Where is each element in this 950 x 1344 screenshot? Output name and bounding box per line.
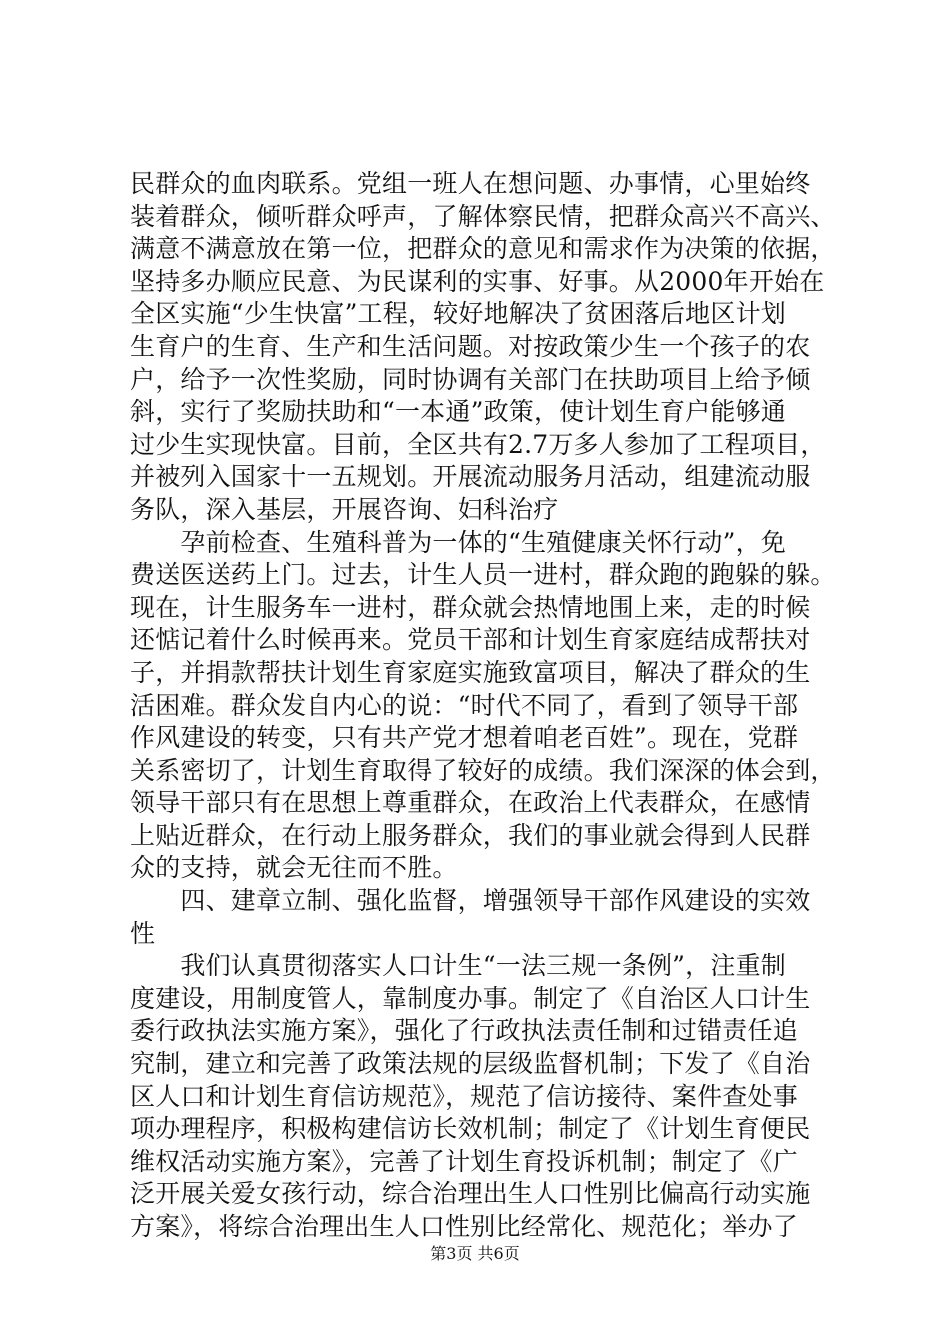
body-line: 项办理程序，积极构建信访长效机制；制定了《计划生育便民 xyxy=(130,1114,811,1144)
body-line: 领导干部只有在思想上尊重群众，在政治上代表群众，在感情 xyxy=(130,788,811,818)
body-line: 究制，建立和完善了政策法规的层级监督机制；下发了《自治 xyxy=(130,1049,811,1079)
body-line: 务队，深入基层，开展咨询、妇科治疗 xyxy=(130,494,559,524)
body-line: 生育户的生育、生产和生活问题。对按政策少生一个孩子的农 xyxy=(130,331,811,361)
body-line: 户，给予一次性奖励，同时协调有关部门在扶助项目上给予倾 xyxy=(130,364,811,394)
body-line: 斜，实行了奖励扶助和“一本通”政策，使计划生育户能够通 xyxy=(130,397,786,427)
body-line: 费送医送药上门。过去，计生人员一进村，群众跑的跑躲的躲。 xyxy=(130,560,836,590)
body-line: 现在，计生服务车一进村，群众就会热情地围上来，走的时候 xyxy=(130,592,811,622)
paragraph-start-line: 孕前检查、生殖科普为一体的“生殖健康关怀行动”，免 xyxy=(130,527,786,557)
body-line: 满意不满意放在第一位，把群众的意见和需求作为决策的依据， xyxy=(130,234,836,264)
body-line: 民群众的血肉联系。党组一班人在想问题、办事情，心里始终 xyxy=(130,169,811,198)
paragraph-start-line: 我们认真贯彻落实人口计生“一法三规一条例”，注重制 xyxy=(130,951,786,981)
body-line: 度建设，用制度管人，靠制度办事。制定了《自治区人口计生 xyxy=(130,983,811,1013)
body-line: 活困难。群众发自内心的说：“时代不同了，看到了领导干部 xyxy=(130,690,799,720)
document-body xyxy=(130,168,836,1244)
body-line: 并被列入国家十一五规划。开展流动服务月活动，组建流动服 xyxy=(130,462,811,492)
body-line: 维权活动实施方案》，完善了计划生育投诉机制；制定了《广 xyxy=(130,1146,798,1176)
page-number-footer: 第3页 共6页 xyxy=(430,1244,520,1263)
body-line: 子，并捐款帮扶计划生育家庭实施致富项目，解决了群众的生 xyxy=(130,657,811,687)
section-heading-line: 性 xyxy=(130,918,156,948)
body-line: 方案》，将综合治理出生人口性别比经常化、规范化；举办了 xyxy=(130,1212,798,1241)
body-line: 泛开展关爱女孩行动，综合治理出生人口性别比偏高行动实施 xyxy=(130,1179,811,1209)
section-heading-line: 四、建章立制、强化监督，增强领导干部作风建设的实效 xyxy=(130,886,811,916)
body-line: 区人口和计划生育信访规范》，规范了信访接待、案件查处事 xyxy=(130,1081,798,1111)
body-line: 过少生实现快富。目前，全区共有2.7万多人参加了工程项目， xyxy=(130,429,826,459)
body-line: 装着群众，倾听群众呼声，了解体察民情，把群众高兴不高兴、 xyxy=(130,201,836,231)
body-line: 众的支持，就会无往而不胜。 xyxy=(130,853,458,883)
body-line: 关系密切了，计划生育取得了较好的成绩。我们深深的体会到， xyxy=(130,755,836,785)
body-line: 作风建设的转变，只有共产党才想着咱老百姓”。现在，党群 xyxy=(130,723,799,753)
body-line: 上贴近群众，在行动上服务群众，我们的事业就会得到人民群 xyxy=(130,820,811,850)
body-line: 委行政执法实施方案》，强化了行政执法责任制和过错责任追 xyxy=(130,1016,798,1046)
body-line: 坚持多办顺应民意、为民谋利的实事、好事。从2000年开始在 xyxy=(130,266,825,296)
body-line: 全区实施“少生快富”工程，较好地解决了贫困落后地区计划 xyxy=(130,299,786,329)
body-line: 还惦记着什么时候再来。党员干部和计划生育家庭结成帮扶对 xyxy=(130,625,811,655)
